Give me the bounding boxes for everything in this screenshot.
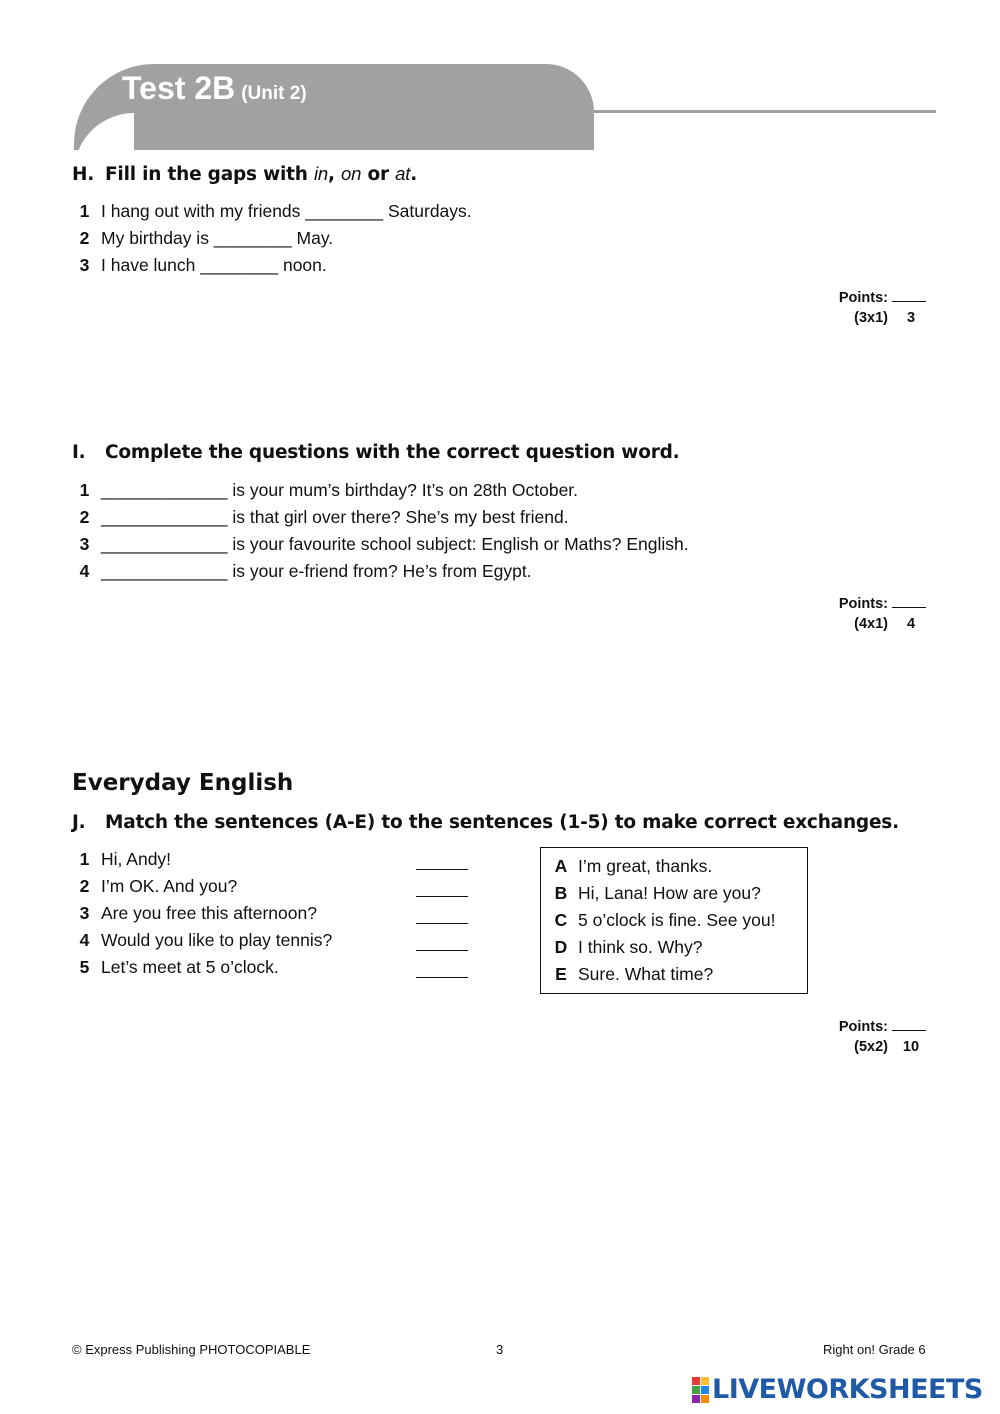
- section-h-item: 3 I have lunch ________ noon.: [79, 255, 327, 275]
- gap-fill-text[interactable]: I hang out with my friends ________ Saturdays.: [101, 201, 472, 221]
- section-j-item: 1 Hi, Andy!: [79, 849, 172, 869]
- section-j-points: Points: (5x2) 10: [816, 1016, 926, 1055]
- footer-book-title: Right on! Grade 6: [823, 1342, 926, 1357]
- everyday-english-title: Everyday English: [72, 770, 294, 796]
- liveworksheets-wordmark: LIVEWORKSHEETS: [712, 1374, 983, 1405]
- section-h-item: 2 My birthday is ________ May.: [79, 228, 334, 248]
- match-answer-line[interactable]: [416, 868, 468, 870]
- liveworksheets-logo: [692, 1374, 983, 1405]
- section-i-item: 4 _____________ is your e-friend from? He’s from Egypt.: [79, 561, 532, 581]
- points-blank[interactable]: [892, 593, 926, 608]
- test-title-main: Test 2B: [122, 70, 236, 106]
- points-blank[interactable]: [892, 1016, 926, 1031]
- question-text[interactable]: _____________ is your e-friend from? He’s from Egypt.: [101, 561, 532, 581]
- section-i-item: 1 _____________ is your mum’s birthday? It’s on 28th October.: [79, 480, 579, 500]
- section-j-item: 3 Are you free this afternoon?: [79, 903, 317, 923]
- footer-copyright: © Express Publishing PHOTOCOPIABLE: [72, 1342, 311, 1357]
- gap-fill-text[interactable]: I have lunch ________ noon.: [101, 255, 327, 275]
- section-i-heading: I. Complete the questions with the correct question word.: [72, 442, 680, 463]
- section-j-item: 2 I’m OK. And you?: [79, 876, 238, 896]
- match-answer-line[interactable]: [416, 895, 468, 897]
- points-blank[interactable]: [892, 287, 926, 302]
- option-item: D I think so. Why?: [554, 937, 703, 957]
- option-item: B Hi, Lana! How are you?: [554, 883, 761, 903]
- gap-fill-text[interactable]: My birthday is ________ May.: [101, 228, 334, 248]
- option-item: E Sure. What time?: [555, 964, 714, 984]
- section-i-item: 2 _____________ is that girl over there? She’s my best friend.: [79, 507, 569, 527]
- liveworksheets-blocks-icon: [692, 1377, 709, 1403]
- question-text[interactable]: _____________ is your favourite school subject: English or Maths? English.: [101, 534, 689, 554]
- question-text[interactable]: _____________ is that girl over there? She’s my best friend.: [101, 507, 569, 527]
- section-j-item: 5 Let’s meet at 5 o’clock.: [79, 957, 279, 977]
- section-j-heading: J. Match the sentences (A-E) to the sentences (1-5) to make correct exchanges.: [72, 812, 899, 833]
- footer-page-number: 3: [496, 1342, 504, 1357]
- header-rule: [594, 110, 936, 113]
- match-answer-line[interactable]: [416, 949, 468, 951]
- match-answer-line[interactable]: [416, 922, 468, 924]
- test-title-unit: (Unit 2): [241, 83, 307, 104]
- question-text[interactable]: _____________ is your mum’s birthday? It’s on 28th October.: [101, 480, 579, 500]
- section-j-item: 4 Would you like to play tennis?: [79, 930, 333, 950]
- option-item: A I’m great, thanks.: [554, 856, 713, 876]
- test-title: [122, 70, 307, 107]
- match-answer-line[interactable]: [416, 976, 468, 978]
- section-i-points: Points: (4x1) 4: [816, 593, 926, 632]
- section-h-item: 1 I hang out with my friends ________ Saturdays.: [79, 201, 472, 221]
- section-h-points: Points: (3x1) 3: [816, 287, 926, 326]
- option-item: C 5 o’clock is fine. See you!: [554, 910, 776, 930]
- section-h-heading: H. Fill in the gaps with in, on or at.: [72, 163, 418, 185]
- section-i-item: 3 _____________ is your favourite school subject: English or Maths? English.: [79, 534, 689, 554]
